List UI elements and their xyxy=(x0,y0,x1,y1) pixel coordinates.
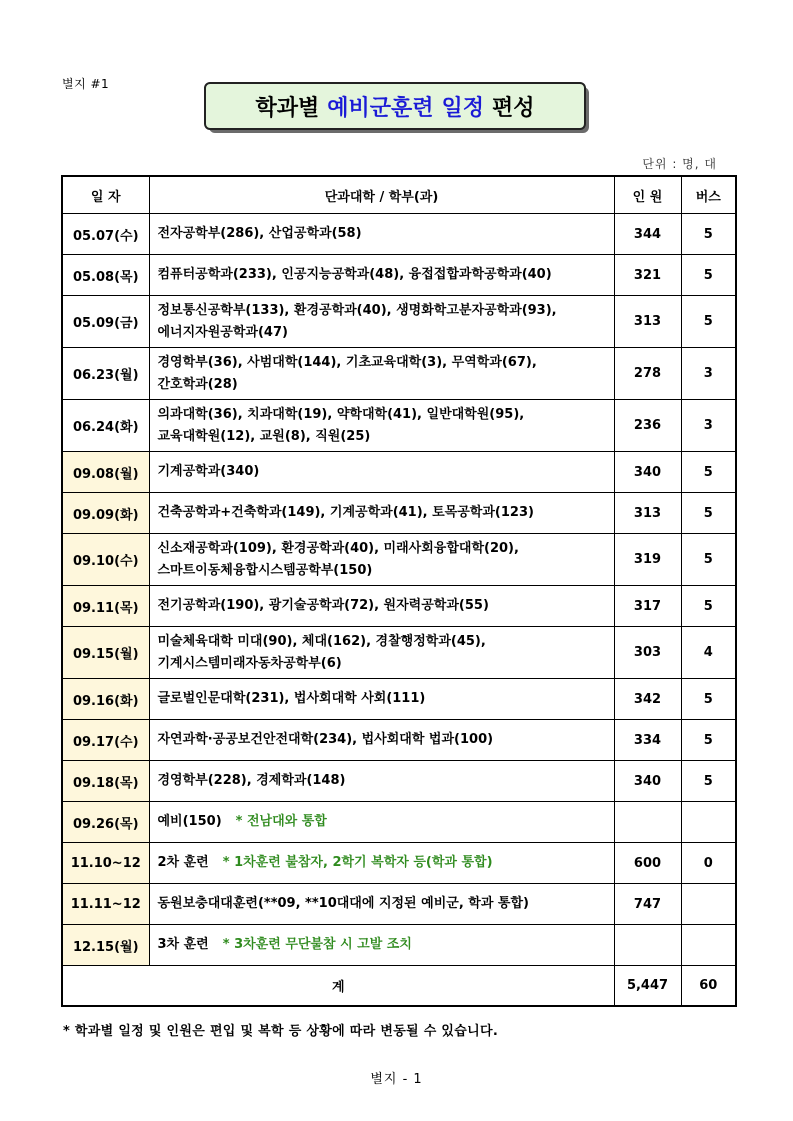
header-date: 일 자 xyxy=(62,176,149,214)
row-dept xyxy=(149,493,614,534)
row-count: 334 xyxy=(614,720,681,761)
row-bus: 5 xyxy=(681,679,736,720)
dept-line: 글로벌인문대학(231), 법사회대학 사회(111) xyxy=(157,691,426,706)
dept-line: 전자공학부(286), 산업공학과(58) xyxy=(157,226,362,241)
total-label: 계 xyxy=(62,966,614,1006)
total-count: 5,447 xyxy=(614,966,681,1006)
header-bus: 버스 xyxy=(681,176,736,214)
row-date: 09.10(수) xyxy=(62,534,149,586)
table-row xyxy=(62,400,736,452)
table-row xyxy=(62,761,736,802)
row-count: 313 xyxy=(614,493,681,534)
row-dept xyxy=(149,534,614,586)
row-date: 05.08(목) xyxy=(62,255,149,296)
dept-line: 자연과학·공공보건안전대학(234), 법사회대학 법과(100) xyxy=(157,732,494,747)
dept-line: 예비(150) xyxy=(157,814,222,829)
row-dept xyxy=(149,296,614,348)
page-number: 별지 - 1 xyxy=(370,1072,423,1087)
table-row xyxy=(62,493,736,534)
row-dept xyxy=(149,720,614,761)
footnote: * 학과별 일정 및 인원은 편입 및 복학 등 상황에 따라 변동될 수 있습니다. xyxy=(63,1024,499,1039)
row-date: 09.18(목) xyxy=(62,761,149,802)
dept-line: 정보통신공학부(133), 환경공학과(40), 생명화학고분자공학과(93), xyxy=(157,302,557,318)
row-note: * 3차훈련 무단불참 시 고발 조치 xyxy=(222,937,412,952)
table-row xyxy=(62,720,736,761)
row-dept xyxy=(149,348,614,400)
row-date: 05.09(금) xyxy=(62,296,149,348)
dept-line: 3차 훈련 xyxy=(157,937,209,952)
row-note: * 1차훈련 불참자, 2학기 복학자 등(학과 통합) xyxy=(222,855,493,870)
dept-line: 2차 훈련 xyxy=(157,855,209,870)
row-bus xyxy=(681,925,736,966)
title-part-2: 예비군훈련 xyxy=(327,95,434,121)
dept-line: 경영학부(228), 경제학과(148) xyxy=(157,773,346,788)
dept-line: 전기공학과(190), 광기술공학과(72), 원자력공학과(55) xyxy=(157,598,489,613)
dept-line: 스마트이동체융합시스템공학부(150) xyxy=(157,562,373,578)
table-row xyxy=(62,843,736,884)
table-row xyxy=(62,214,736,255)
dept-line: 컴퓨터공학과(233), 인공지능공학과(48), 융접접합과학공학과(40) xyxy=(157,267,552,282)
dept-line: 기계시스템미래자동차공학부(6) xyxy=(157,655,342,671)
dept-line: 에너지자원공학과(47) xyxy=(157,324,288,340)
row-bus: 3 xyxy=(681,400,736,452)
dept-line: 의과대학(36), 치과대학(19), 약학대학(41), 일반대학원(95), xyxy=(157,406,525,422)
row-bus: 5 xyxy=(681,214,736,255)
row-date: 11.11~12 xyxy=(62,884,149,925)
row-date: 09.08(월) xyxy=(62,452,149,493)
table-row xyxy=(62,452,736,493)
row-count: 600 xyxy=(614,843,681,884)
row-date: 06.23(월) xyxy=(62,348,149,400)
dept-line: 신소재공학과(109), 환경공학과(40), 미래사회융합대학(20), xyxy=(157,540,519,556)
dept-line: 기계공학과(340) xyxy=(157,464,260,479)
row-count: 317 xyxy=(614,586,681,627)
row-bus: 5 xyxy=(681,296,736,348)
schedule-table xyxy=(61,175,737,1007)
title-part-4: 편성 xyxy=(492,95,535,121)
row-date: 09.17(수) xyxy=(62,720,149,761)
dept-line: 경영학부(36), 사범대학(144), 기초교육대학(3), 무역학과(67), xyxy=(157,354,537,370)
row-count: 747 xyxy=(614,884,681,925)
row-dept xyxy=(149,843,614,884)
unit-label: 단위 : 명, 대 xyxy=(642,157,717,171)
table-row xyxy=(62,884,736,925)
row-count: 344 xyxy=(614,214,681,255)
table-header-row xyxy=(62,176,736,214)
row-dept xyxy=(149,761,614,802)
row-dept xyxy=(149,255,614,296)
row-bus: 4 xyxy=(681,627,736,679)
title-part-3: 일정 xyxy=(441,95,485,121)
row-count xyxy=(614,802,681,843)
row-count xyxy=(614,925,681,966)
row-bus: 5 xyxy=(681,493,736,534)
header-count: 인 원 xyxy=(614,176,681,214)
row-count: 278 xyxy=(614,348,681,400)
row-count: 313 xyxy=(614,296,681,348)
table-row xyxy=(62,679,736,720)
row-count: 340 xyxy=(614,761,681,802)
row-count: 342 xyxy=(614,679,681,720)
row-bus: 5 xyxy=(681,452,736,493)
header-dept: 단과대학 / 학부(과) xyxy=(149,176,614,214)
row-bus: 0 xyxy=(681,843,736,884)
row-dept xyxy=(149,802,614,843)
row-bus xyxy=(681,884,736,925)
row-bus: 5 xyxy=(681,720,736,761)
row-dept xyxy=(149,452,614,493)
row-count: 303 xyxy=(614,627,681,679)
row-date: 09.26(목) xyxy=(62,802,149,843)
row-dept xyxy=(149,214,614,255)
table-row xyxy=(62,802,736,843)
row-date: 09.15(월) xyxy=(62,627,149,679)
row-count: 340 xyxy=(614,452,681,493)
row-date: 09.16(화) xyxy=(62,679,149,720)
row-date: 09.09(화) xyxy=(62,493,149,534)
row-bus: 5 xyxy=(681,761,736,802)
row-dept xyxy=(149,627,614,679)
row-date: 06.24(화) xyxy=(62,400,149,452)
row-dept xyxy=(149,679,614,720)
document-title xyxy=(204,82,586,130)
row-count: 321 xyxy=(614,255,681,296)
row-dept xyxy=(149,884,614,925)
dept-line: 교육대학원(12), 교원(8), 직원(25) xyxy=(157,428,371,444)
table-row xyxy=(62,586,736,627)
row-date: 09.11(목) xyxy=(62,586,149,627)
table-row xyxy=(62,255,736,296)
row-bus xyxy=(681,802,736,843)
table-row xyxy=(62,534,736,586)
row-dept xyxy=(149,400,614,452)
table-row xyxy=(62,627,736,679)
row-bus: 5 xyxy=(681,534,736,586)
row-date: 11.10~12 xyxy=(62,843,149,884)
table-row xyxy=(62,925,736,966)
row-bus: 3 xyxy=(681,348,736,400)
dept-line: 간호학과(28) xyxy=(157,376,238,392)
row-bus: 5 xyxy=(681,255,736,296)
row-date: 12.15(월) xyxy=(62,925,149,966)
row-count: 236 xyxy=(614,400,681,452)
row-dept xyxy=(149,925,614,966)
dept-line: 동원보충대대훈련(**09, **10대대에 지정된 예비군, 학과 통합) xyxy=(157,896,529,911)
row-bus: 5 xyxy=(681,586,736,627)
row-count: 319 xyxy=(614,534,681,586)
dept-line: 미술체육대학 미대(90), 체대(162), 경찰행정학과(45), xyxy=(157,633,486,649)
title-part-1: 학과별 xyxy=(255,95,320,121)
row-note: * 전남대와 통합 xyxy=(235,814,327,829)
table-row xyxy=(62,296,736,348)
row-date: 05.07(수) xyxy=(62,214,149,255)
annex-label: 별지 #1 xyxy=(62,77,110,91)
table-row xyxy=(62,348,736,400)
dept-line: 건축공학과+건축학과(149), 기계공학과(41), 토목공학과(123) xyxy=(157,505,534,520)
row-dept xyxy=(149,586,614,627)
total-bus: 60 xyxy=(681,966,736,1006)
total-row xyxy=(62,966,736,1006)
